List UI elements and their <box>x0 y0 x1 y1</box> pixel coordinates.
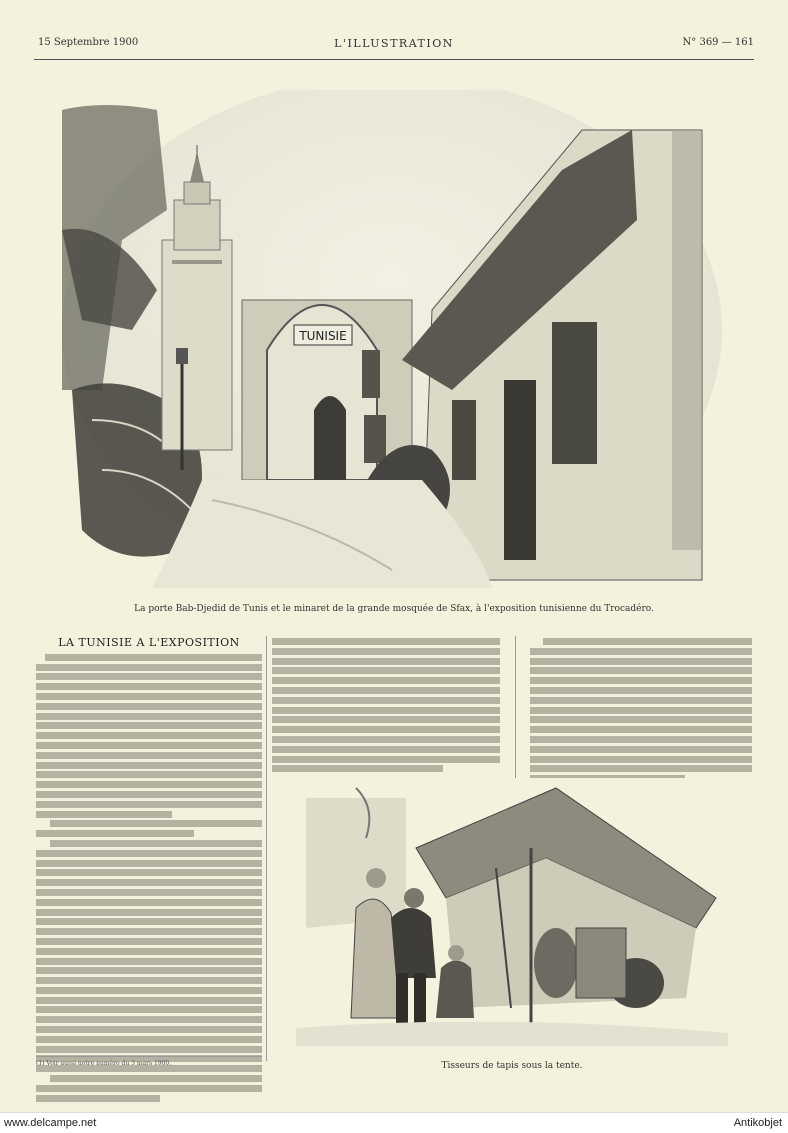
seller-name: Antikobjet <box>733 1117 782 1129</box>
journal-title: L'ILLUSTRATION <box>334 37 454 50</box>
tunisian-gate-illustration <box>62 90 722 588</box>
bottom-caption: Tisseurs de tapis sous la tente. <box>441 1061 583 1071</box>
article-column-3 <box>530 638 752 785</box>
column-divider <box>266 636 267 1061</box>
issue-number: N° 369 — 161 <box>682 37 754 48</box>
header-date: 15 Septembre 1900 <box>38 37 139 48</box>
gate-sign: TUNISIE <box>299 329 347 343</box>
top-caption: La porte Bab-Djedid de Tunis et le minaret de la grande mosquée de Sfax, à l'exposition tunisienne du Trocadéro. <box>134 604 654 614</box>
carpet-weavers-illustration <box>296 778 728 1046</box>
delcampe-link[interactable]: www.delcampe.net <box>4 1117 97 1129</box>
watermark-strip <box>0 1112 788 1133</box>
column-divider <box>515 636 516 781</box>
footnote: (1) Voir aussi notre numéro du 3 mars 1900. <box>36 1056 262 1067</box>
page-header <box>34 37 754 53</box>
article-column-1 <box>36 638 262 1104</box>
header-rule <box>34 59 754 60</box>
article-column-2 <box>272 638 500 775</box>
article-title: LA TUNISIE A L'EXPOSITION <box>58 636 240 649</box>
